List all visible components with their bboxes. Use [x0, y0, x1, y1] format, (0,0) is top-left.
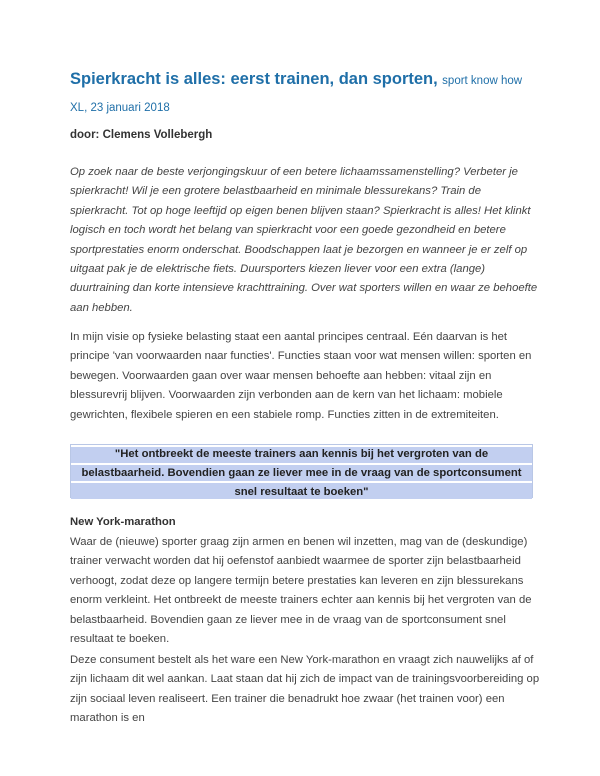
pull-quote [70, 444, 533, 498]
article-author: door: Clemens Vollebergh [70, 129, 213, 141]
article-title: Spierkracht is alles: eerst trainen, dan sporten, [70, 70, 438, 88]
body-paragraph-2: Waar de (nieuwe) sporter graag zijn armen en benen wil inzetten, mag van de (deskundige) trainer verwacht worden dat hij oefenstof aanbiedt waarmee de sporter zijn belastbaarheid verhoogt, zodat deze op langere termijn betere prestaties kan leveren en zijn blessurekans enorm verkleint. Het ontbreekt de meeste trainers echter aan kennis bij het vergroten van de belastbaarheid. Bovendien gaan ze liever mee in de vraag van de sportconsument snel resultaat te boeken. [70, 536, 532, 646]
body-paragraph-1: In mijn visie op fysieke belasting staat een aantal principes centraal. Eén daarvan is het principe 'van voorwaarden naar functies'. Functies staan voor wat mensen willen: sporten en bewegen. Voorwaarden gaan over waar mensen behoefte aan hebben: vitaal zijn en blessurevrij blijven. Voorwaarden zijn verbonden aan de kern van het lichaam: mobiele gewrichten, flexibele spieren en een stabiele romp. Functies zitten in de extremiteiten. [70, 331, 532, 421]
section-heading: New York-marathon [70, 516, 176, 528]
intro-paragraph: Op zoek naar de beste verjongingskuur of een betere lichaamssamenstelling? Verbeter je spierkracht! Wil je een grotere belastbaarheid en minimale blessurekans? Train de spierkracht. Tot op hoge leeftijd op eigen benen blijven staan? Spierkracht is alles! Het klinkt logisch en toch wordt het belang van spierkracht voor een goede gezondheid en betere sportprestaties enorm onderschat. Boodschappen laat je bezorgen en wanneer je er zelf op uitgaat pak je de elektrische fiets. Duursporters kiezen liever voor een extra (lange) duurtraining dan korte intensieve krachttraining. Over wat sporters willen en waar ze behoefte aan hebben. [70, 166, 538, 314]
article-source: sport know how XL, 23 januari 2018 [70, 75, 523, 114]
body-paragraph-3: Deze consument bestelt als het ware een New York-marathon en vraagt zich nauwelijks af of zijn lichaam dit wel aankan. Laat staan dat hij zich de impact van de trainingsvoorbereiding op zijn sociaal leven realiseert. Een trainer die benadrukt hoe zwaar (het trainen voor) een marathon is en [70, 654, 540, 725]
article-title-block [70, 66, 540, 121]
quote-text: "Het ontbreekt de meeste trainers aan kennis bij het vergroten van de belastbaarheid. Bovendien gaan ze liever mee in de vraag van de sportconsument snel resultaat te boeken" [81, 448, 522, 498]
